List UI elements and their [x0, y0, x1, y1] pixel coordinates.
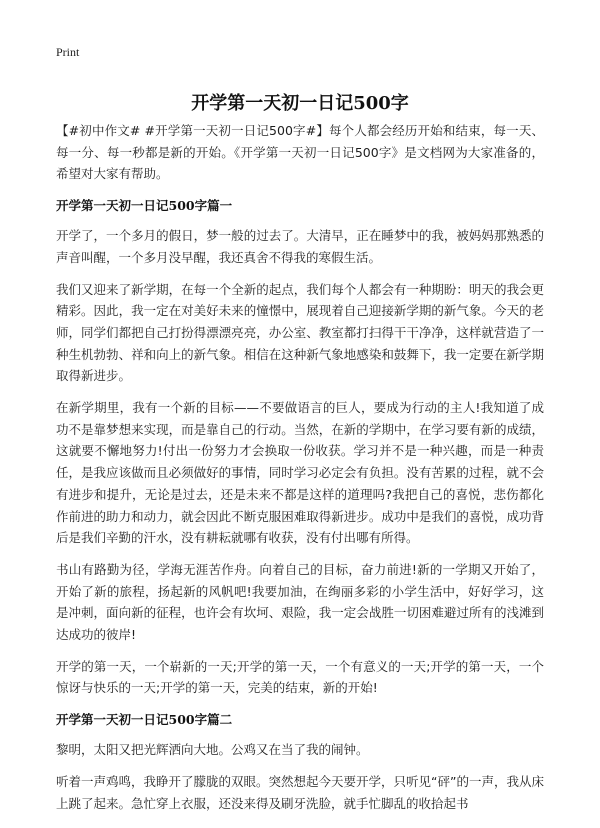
section1-paragraph-2: 我们又迎来了新学期，在每一个全新的起点，我们每个人都会有一种期盼：明天的我会更精彩。因此，我一定在对美好未来的憧憬中，展现着自己迎接新学期的新气象。今天的老师，同学们都把自己打扮得漂漂亮亮，办公室、教室都打扫得干干净净，这样就营造了一种生机勃勃、祥和向上的新气象。相信在这种新气象地感染和鼓舞下，我一定要在新学期取得新进步。 [56, 281, 544, 384]
print-link[interactable]: Print [56, 45, 80, 59]
section-heading-2: 开学第一天初一日记500字篇二 [56, 712, 233, 728]
section-heading-1: 开学第一天初一日记500字篇一 [56, 198, 233, 214]
section1-paragraph-3: 在新学期里，我有一个新的目标——不要做语言的巨人，要成为行动的主人!我知道了成功不是靠梦想来实现，而是靠自己的行动。当然，在新的学期中，在学习要有新的成绩，这就要不懈地努力!付出一份努力才会换取一份收获。学习并不是一种兴趣，而是一种责任，是我应该做而且必须做好的事情，同时学习必定会有负担。没有苦累的过程，就不会有进步和提升，无论是过去，还是未来不都是这样的道理吗?我把自己的喜悦，悲伤都化作前进的助力和动力，就会因此不断克服困难取得新进步。成功中是我们的喜悦，成功背后是我们辛勤的汗水，没有耕耘就哪有收获，没有付出哪有所得。 [56, 400, 544, 546]
section2-paragraph-2: 听着一声鸡鸣，我睁开了朦胧的双眼。突然想起今天要开学，只听见“砰”的一声，我从床上跳了起来。急忙穿上衣服，还没来得及刷牙洗脸，就手忙脚乱的收拾起书 [56, 773, 544, 811]
section1-paragraph-1: 开学了，一个多月的假日，梦一般的过去了。大清早，正在睡梦中的我，被妈妈那熟悉的声音叫醒，一个多月没早醒，我还真舍不得我的寒假生活。 [56, 228, 544, 265]
intro-paragraph: 【#初中作文# #开学第一天初一日记500字#】每个人都会经历开始和结束，每一天、每一分、每一秒都是新的开始。《开学第一天初一日记500字》是文档网为大家准备的，希望对大家有帮助。 [56, 123, 544, 182]
article-body [56, 120, 544, 814]
page-title: 开学第一天初一日记500字 [191, 93, 409, 115]
section1-paragraph-5: 开学的第一天，一个崭新的一天;开学的第一天，一个有意义的一天;开学的第一天，一个惊讶与快乐的一天;开学的第一天，完美的结束，新的开始! [56, 658, 544, 696]
section2-paragraph-1: 黎明，太阳又把光辉洒向大地。公鸡又在当了我的闹钟。 [56, 742, 369, 758]
section1-paragraph-4: 书山有路勤为径，学海无涯苦作舟。向着自己的目标，奋力前进!新的一学期又开始了，开始了新的旅程，扬起新的风帆吧!我要加油，在绚丽多彩的小学生活中，好好学习，这是冲刺，面向新的征程，也许会有坎坷、艰险，我一定会战胜一切困难避过所有的浅滩到达成功的彼岸! [56, 561, 544, 643]
